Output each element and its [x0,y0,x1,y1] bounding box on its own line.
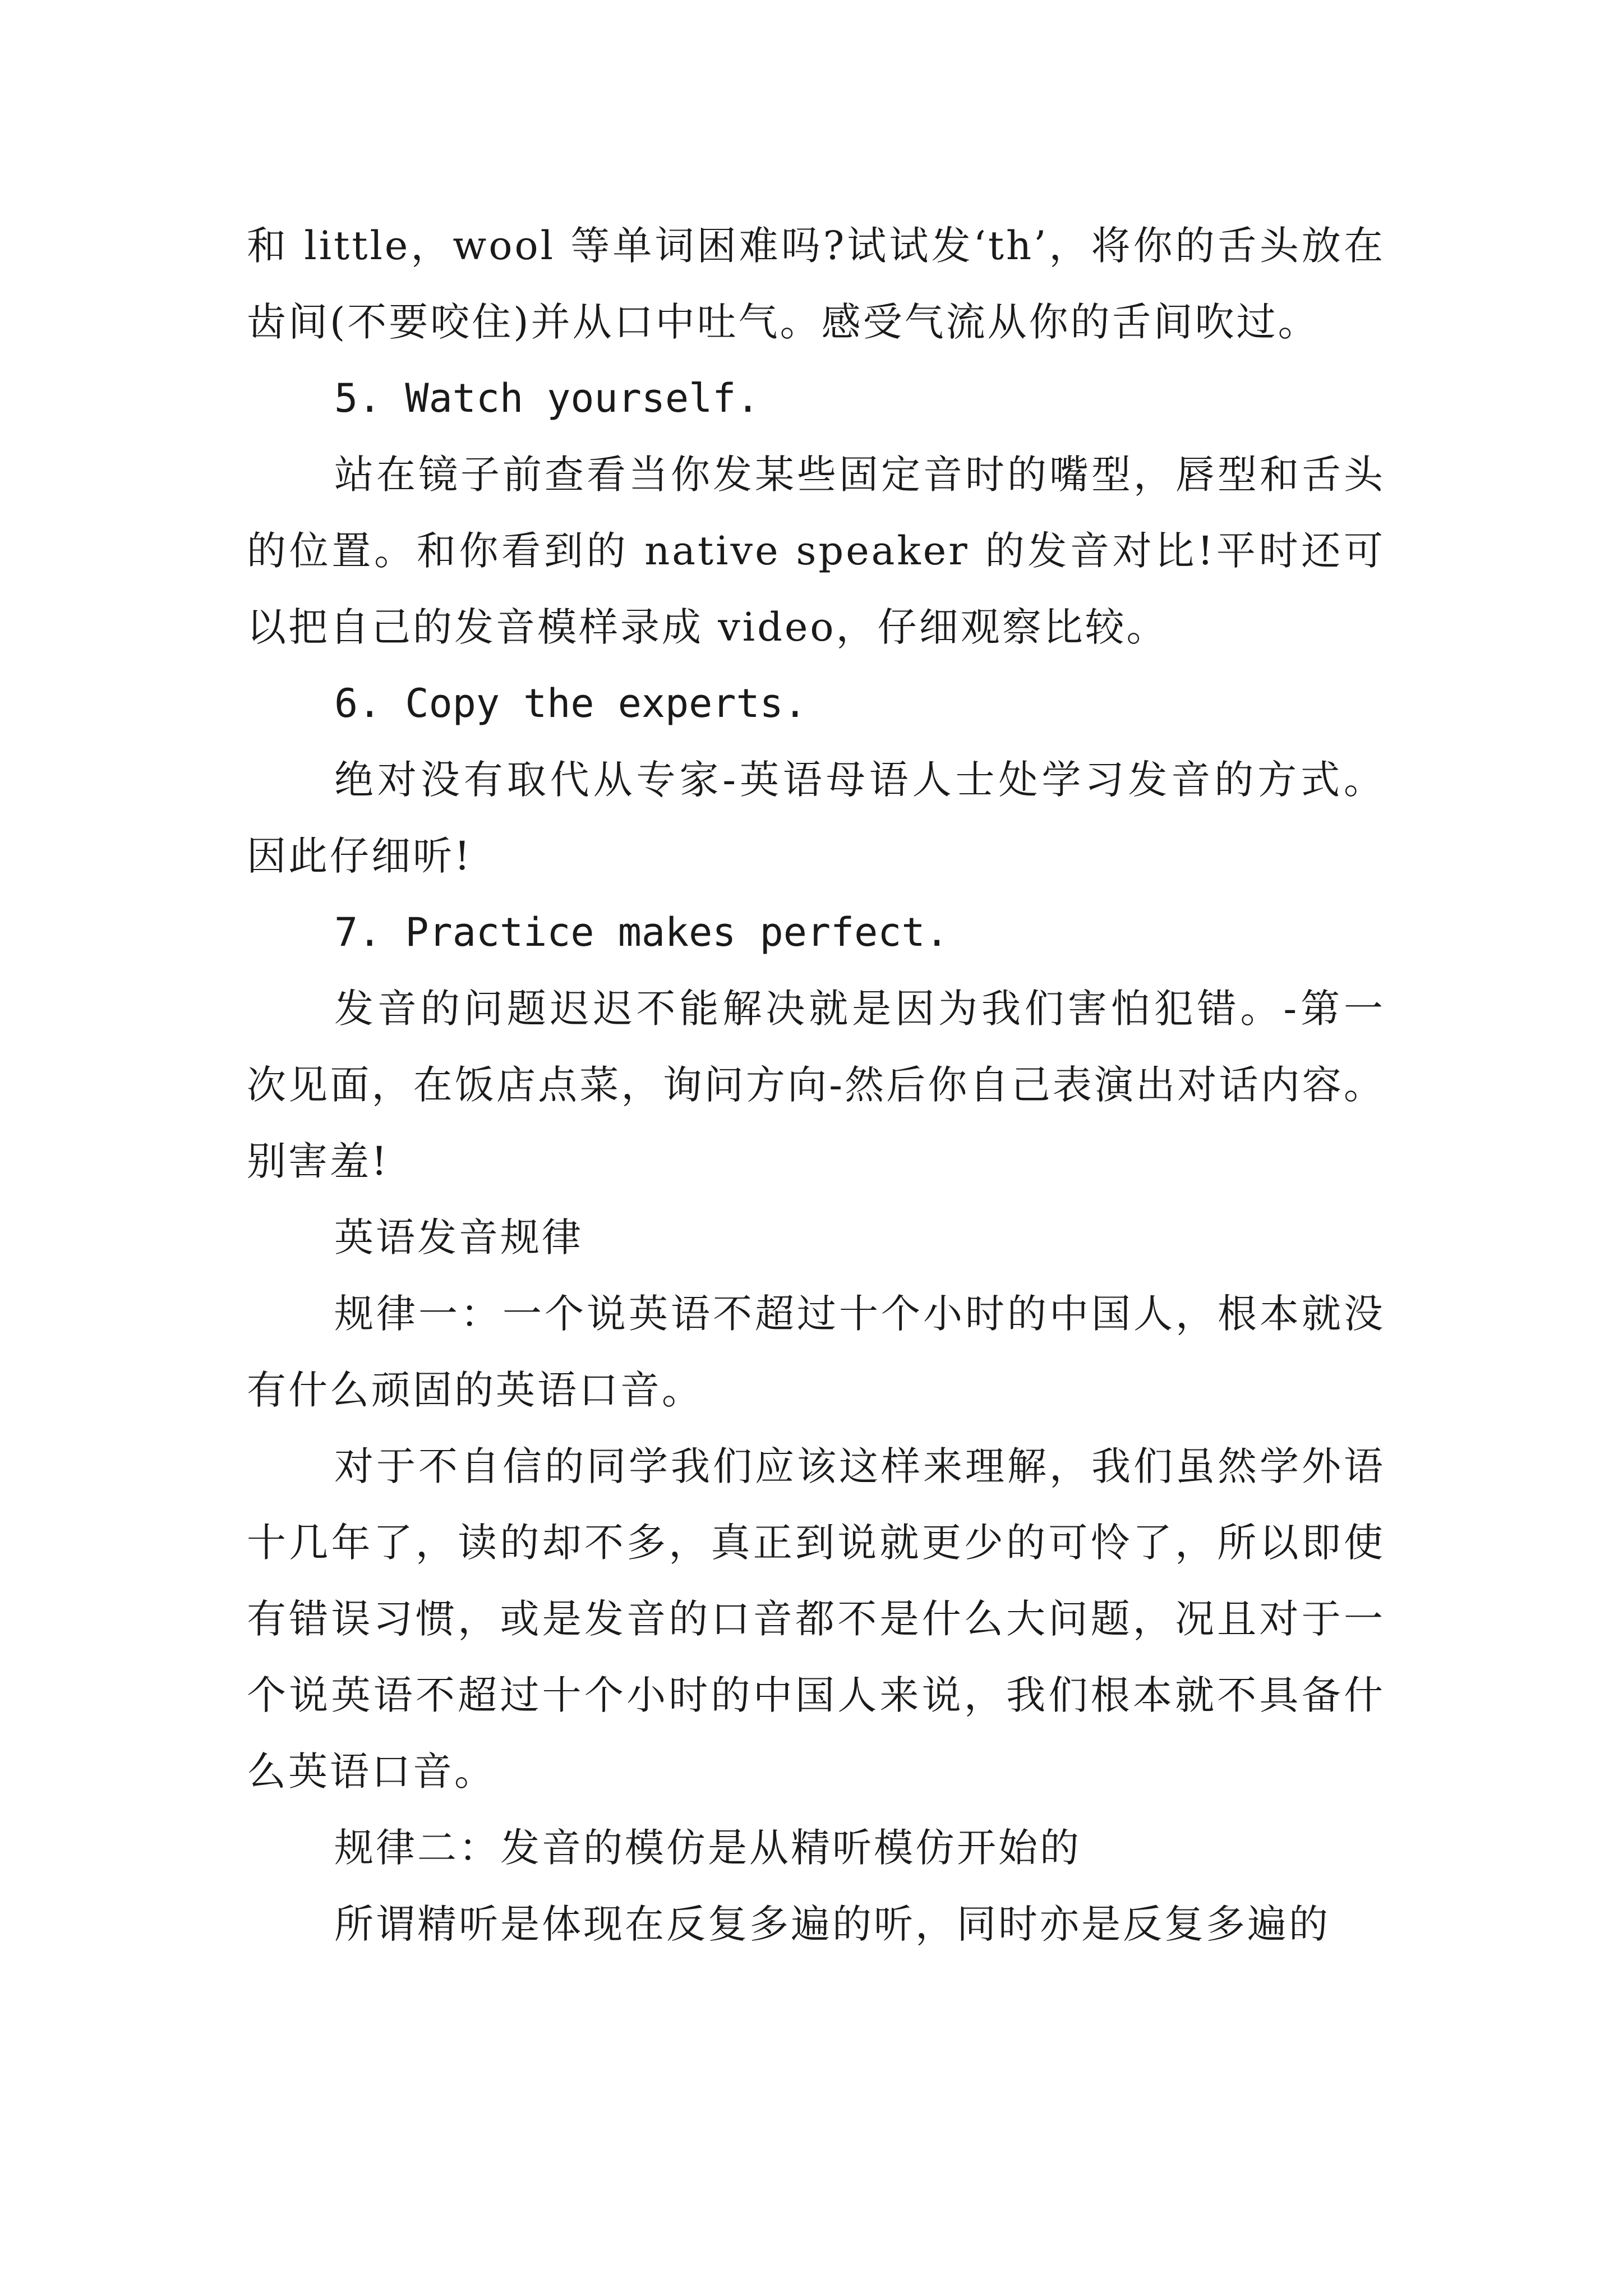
tip-heading-practice: 7. Practice makes perfect. [334,909,949,955]
paragraph-rule-one-explanation: 对于不自信的同学我们应该这样来理解，我们虽然学外语十几年了，读的却不多，真正到说就更少的可怜了，所以即使有错误习惯，或是发音的口音都不是什么大问题，况且对于一个说英语不超过十个小时的中国人来说，我们根本就不具备什么英语口音。 [247,1443,1385,1795]
paragraph-mirror-practice: 站在镜子前查看当你发某些固定音时的嘴型，唇型和舌头的位置。和你看到的 native speaker 的发音对比!平时还可以把自己的发音模样录成 video，仔细观察比较。 [247,452,1385,650]
paragraph-dont-be-shy: 发音的问题迟迟不能解决就是因为我们害怕犯错。-第一次见面，在饭店点菜，询问方向-然后你自己表演出对话内容。别害羞! [247,986,1385,1184]
document-body [247,208,1385,1962]
paragraph-listen-carefully: 绝对没有取代从专家-英语母语人士处学习发音的方式。因此仔细听! [247,757,1385,879]
tip-heading-copy-experts: 6. Copy the experts. [334,680,807,726]
section-title-pronunciation-rules: 英语发音规律 [334,1214,583,1260]
paragraph-th-sound: 和 little，wool 等单词困难吗?试试发‘th’，将你的舌头放在齿间(不要咬住)并从口中吐气。感受气流从你的舌间吹过。 [247,223,1385,345]
paragraph-rule-two: 规律二：发音的模仿是从精听模仿开始的 [334,1825,1081,1871]
paragraph-rule-one: 规律一：一个说英语不超过十个小时的中国人，根本就没有什么顽固的英语口音。 [247,1291,1385,1413]
paragraph-intensive-listening: 所谓精听是体现在反复多遍的听，同时亦是反复多遍的 [334,1901,1330,1947]
tip-heading-watch-yourself: 5. Watch yourself. [334,375,760,421]
